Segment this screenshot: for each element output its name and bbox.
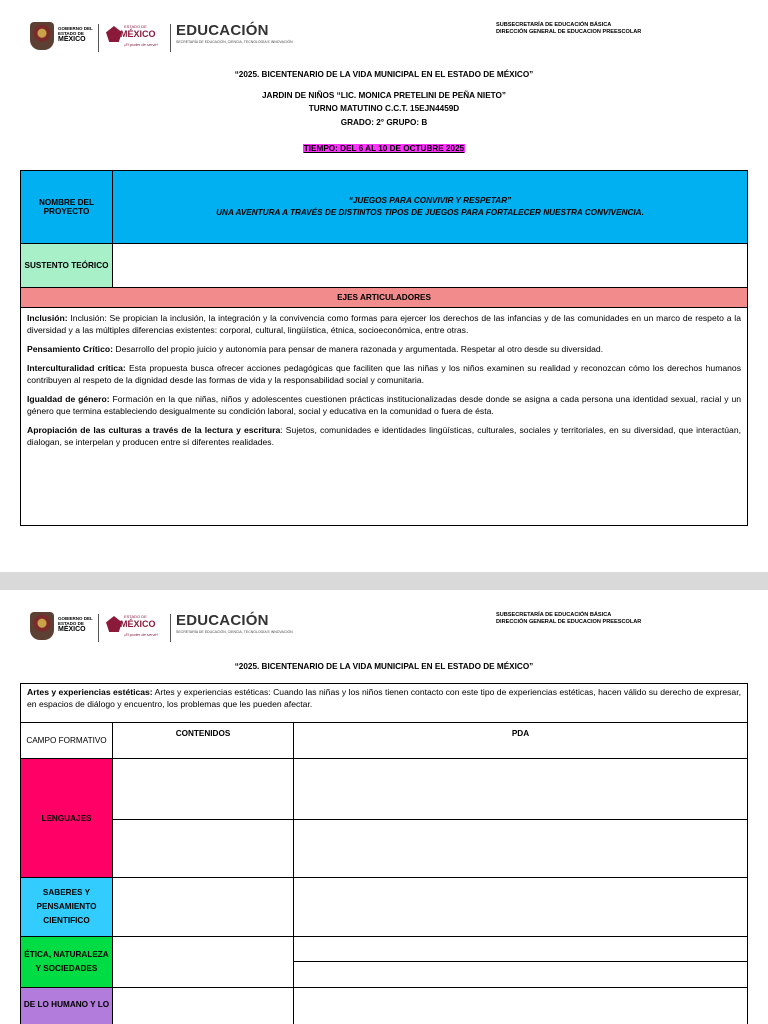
- col-pda: PDA: [294, 723, 748, 759]
- eje-item: Inclusión: Inclusión: Se propician la inclusión, la integración y la convivencia como formas para ejercer los derechos de las infancias y de las comunidades en un marco de respeto a la diversidad y a las múltiples diferencias existentes: corporal, cultural, lingüística, étnica, socioeconómica, entre otras.: [27, 313, 741, 335]
- page-header: [30, 22, 740, 56]
- contenidos-cell: [113, 988, 294, 1024]
- contenidos-cell: [113, 937, 294, 988]
- pda-cell: [294, 878, 748, 937]
- eje-item: Apropiación de las culturas a través de la lectura y escritura: Sujetos, comunidades e identidades lingüísticas, culturales, sociales y territoriales, en su diversidad, que interactúan, dialogan, se interpelan y producen entre sí diferentes realidades.: [27, 425, 741, 447]
- col-contenidos: CONTENIDOS: [113, 723, 294, 759]
- sustento-label: SUSTENTO TEÓRICO: [21, 244, 113, 288]
- eje-item: Interculturalidad crítica: Esta propuesta busca ofrecer acciones pedagógicas que faciliten que las niñas y los niños examinen su realidad y reconozcan cómo los derechos humanos contribuyen al respeto de la dignidad desde las formas de vida y la responsabilidad social y comunitaria.: [27, 363, 741, 385]
- state-seal-icon: [30, 22, 54, 50]
- project-title: “JUEGOS PARA CONVIVIR Y RESPETAR”: [348, 196, 512, 205]
- tiempo-label: TIEMPO: DEL 6 AL 10 DE OCTUBRE 2025: [303, 144, 465, 153]
- motto: “2025. BICENTENARIO DE LA VIDA MUNICIPAL EN EL ESTADO DE MÉXICO”: [234, 70, 534, 79]
- ejes-body: [21, 308, 748, 526]
- project-subtitle: UNA AVENTURA A TRAVÉS DE DISTINTOS TIPOS DE JUEGOS PARA FORTALECER NUESTRA CONVIVENCIA.: [216, 208, 644, 217]
- educacion-logo: EDUCACIÓN SECRETARÍA DE EDUCACIÓN, CIENCIA, TECNOLOGÍA E INNOVACIÓN: [176, 22, 293, 44]
- campo-saberes: SABERES Y PENSAMIENTO CIENTIFICO: [21, 878, 113, 937]
- header-divider: [98, 24, 99, 52]
- campo-humano: DE LO HUMANO Y LO: [21, 988, 113, 1024]
- header-divider: [170, 24, 171, 52]
- pda-cell: [294, 988, 748, 1024]
- tiempo-line: [0, 144, 768, 153]
- artes-cell: [21, 684, 748, 723]
- pda-cell: [294, 937, 748, 962]
- campos-table: [20, 683, 748, 1024]
- sustento-value: [113, 244, 748, 288]
- subsecretaria-block: SUBSECRETARÍA DE EDUCACIÓN BÁSICA DIRECCIÓN GENERAL DE EDUCACION PREESCOLAR: [496, 612, 642, 625]
- edomex-logo: ESTADO DE MÉXICO ¡El poder de servir!: [106, 24, 166, 54]
- educacion-logo: EDUCACIÓN SECRETARÍA DE EDUCACIÓN, CIENCIA, TECNOLOGÍA E INNOVACIÓN: [176, 612, 293, 634]
- artes-title: Artes y experiencias estéticas:: [27, 687, 153, 697]
- project-label: NOMBRE DEL PROYECTO: [21, 171, 113, 244]
- grado-grupo: GRADO: 2° GRUPO: B: [340, 118, 428, 127]
- eje-item: Pensamiento Crítico: Desarrollo del propio juicio y autonomía para pensar de manera razonada y argumentada. Respetar al otro desde su diversidad.: [27, 344, 604, 354]
- artes-text: Artes y experiencias estéticas: Cuando las niñas y los niños tienen contacto con este tipo de experiencias estéticas, hacen válido su derecho de expresar, en espacios de diálogo y encuentro, los problemas que les pueden afectar.: [27, 687, 741, 709]
- motto: “2025. BICENTENARIO DE LA VIDA MUNICIPAL EN EL ESTADO DE MÉXICO”: [234, 662, 534, 671]
- ejes-heading: EJES ARTICULADORES: [21, 288, 748, 308]
- header-divider: [170, 614, 171, 642]
- col-campo: CAMPO FORMATIVO: [21, 723, 113, 759]
- contenidos-cell: [113, 759, 294, 820]
- pda-cell: [294, 820, 748, 878]
- school-name: JARDIN DE NIÑOS “LIC. MONICA PRETELINI DE PEÑA NIETO”: [262, 91, 506, 100]
- pda-cell: [294, 962, 748, 988]
- gobierno-label: GOBIERNO DEL ESTADO DE MÉXICO: [58, 26, 93, 43]
- campo-etica: ÉTICA, NATURALEZA Y SOCIEDADES: [21, 937, 113, 988]
- eje-item: Igualdad de género: Formación en la que niñas, niños y adolescentes cuestionen prácticas institucionalizadas desde donde se asigna a cada persona una identidad sexual, racial y un género que termina estableciendo desigualmente su condición laboral, social y educativa en la comunidad o fuera de ésta.: [27, 394, 742, 416]
- page-header: [30, 612, 740, 646]
- project-table: [20, 170, 748, 526]
- contenidos-cell: [113, 878, 294, 937]
- document-page-2: [0, 590, 768, 1024]
- edomex-logo: ESTADO DE MÉXICO ¡El poder de servir!: [106, 614, 166, 644]
- state-seal-icon: [30, 612, 54, 640]
- subsecretaria-block: SUBSECRETARÍA DE EDUCACIÓN BÁSICA DIRECCIÓN GENERAL DE EDUCACION PREESCOLAR: [496, 22, 642, 35]
- header-divider: [98, 614, 99, 642]
- pda-cell: [294, 759, 748, 820]
- contenidos-cell: [113, 820, 294, 878]
- turno-cct: TURNO MATUTINO C.C.T. 15EJN4459D: [308, 104, 460, 113]
- campo-lenguajes: LENGUAJES: [21, 759, 113, 878]
- project-title-cell: [113, 171, 748, 244]
- gobierno-label: GOBIERNO DEL ESTADO DE MÉXICO: [58, 616, 93, 633]
